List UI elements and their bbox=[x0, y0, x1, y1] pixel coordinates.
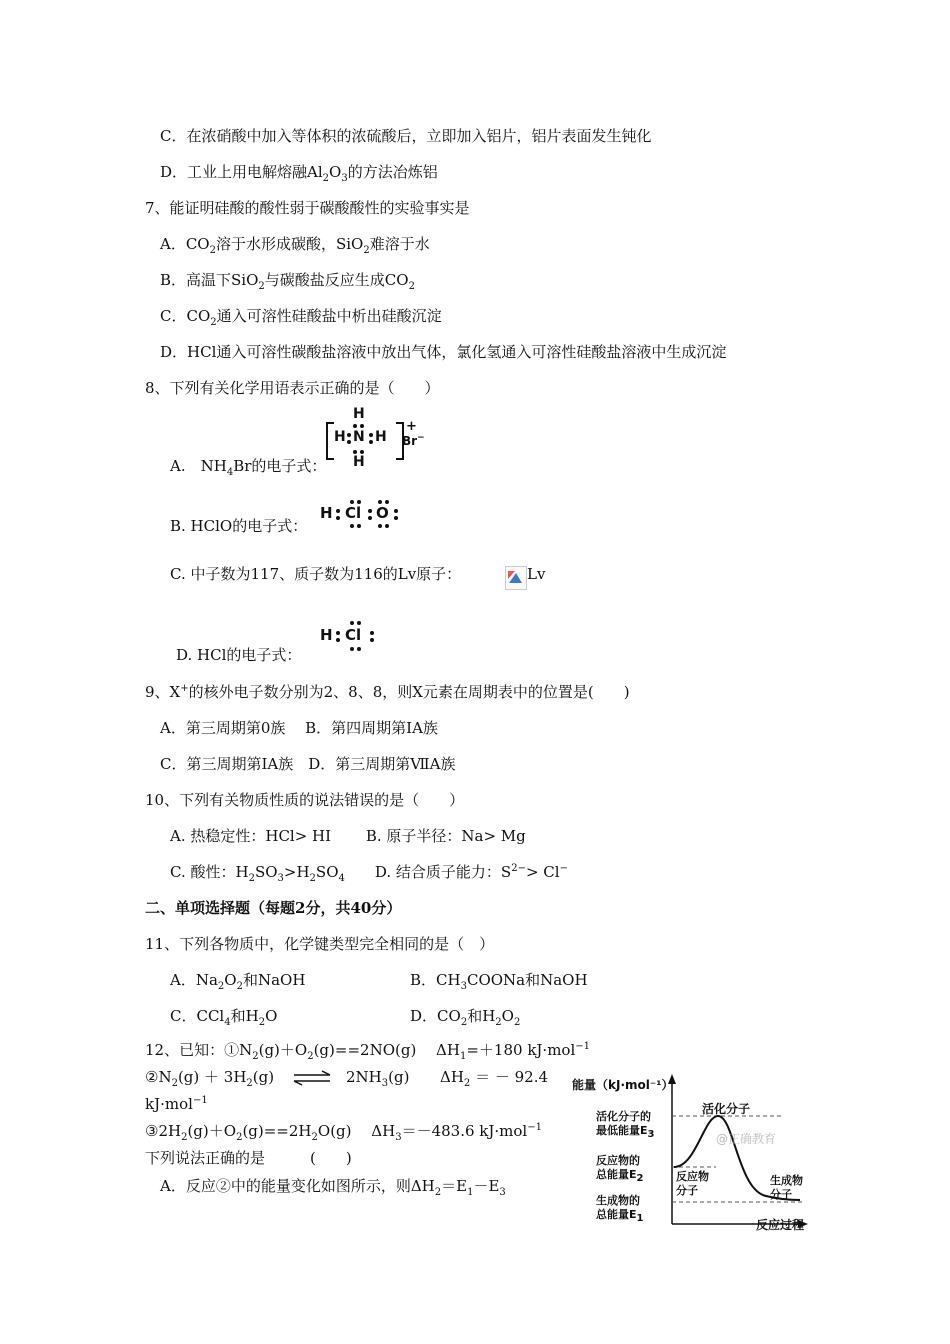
q12-option-a: A．反应②中的能量变化如图所示，则$\Delta H_2=E_1-E_3$ bbox=[160, 1177, 506, 1198]
x-axis-label: 反应过程 bbox=[756, 1218, 805, 1232]
q12-line-3: kJ·mol$^{-1}$ bbox=[145, 1095, 208, 1113]
q12-line-2: $②N_2(g) + 3H_2(g)$ bbox=[145, 1068, 275, 1089]
q6-option-c: C．在浓硝酸中加入等体积的浓硫酸后，立即加入铝片，铝片表面发生钝化 bbox=[160, 127, 652, 145]
q7-option-d: D．HCl通入可溶性碳酸盐溶液中放出气体，氯化氢通入可溶性硅酸盐溶液中生成沉淀 bbox=[160, 343, 727, 361]
q7-option-c: C．$CO_2$通入可溶性硅酸盐中析出硅酸沉淀 bbox=[160, 307, 442, 328]
q10-options-cd: C. 酸性：$H_2SO_3>H_2SO_4$ D. 结合质子能力：$S^{2-}> Cl^-$ bbox=[170, 863, 568, 884]
q11-stem: 11、下列各物质中，化学键类型完全相同的是（ ） bbox=[145, 935, 495, 953]
q10-options-ab: A. 热稳定性：HCl> HI B. 原子半径：Na> Mg bbox=[170, 827, 526, 845]
equilibrium-arrow-icon bbox=[292, 1070, 332, 1086]
q9-stem: 9、X+的核外电子数分别为2、8、8，则X元素在周期表中的位置是( ) bbox=[145, 683, 630, 701]
q9-options-ab: A．第三周期第0族 B．第四周期第ⅠA族 bbox=[160, 719, 438, 737]
reactant-molecule-label-2: 分子 bbox=[676, 1184, 698, 1197]
broken-image-icon bbox=[505, 566, 527, 590]
hclo-electron-dot-formula: H Cl O bbox=[318, 500, 414, 528]
product-molecule-label-1: 生成物 bbox=[770, 1174, 803, 1187]
watermark: @正确教育 bbox=[716, 1132, 777, 1146]
q11-option-b: B．$CH_3COONa$和NaOH bbox=[410, 971, 588, 992]
q12-line-4: $③2H_2(g)+O_2(g)==2H_2O(g)$ $\Delta H_3=-483.6$ kJ·mol$^{-1}$ bbox=[145, 1122, 542, 1143]
q10-stem: 10、下列有关物质性质的说法错误的是（ ） bbox=[145, 791, 465, 809]
q7-stem: 7、能证明硅酸的酸性弱于碳酸酸性的实验事实是 bbox=[145, 199, 470, 217]
hcl-electron-dot-formula: H Cl bbox=[318, 620, 388, 652]
q12-line-5: 下列说法正确的是 ( ) bbox=[145, 1149, 352, 1167]
energy-diagram bbox=[566, 1072, 816, 1234]
act-min-label-2: 最低能量$E_3$ bbox=[596, 1124, 655, 1141]
q8-option-a: A. $NH_4Br$的电子式： bbox=[170, 457, 327, 478]
q12-line-1: 12、已知：$①N_2(g)+O_2(g)==2NO(g)$ $\Delta H_1=+180$ kJ·mol$^{-1}$ bbox=[145, 1041, 590, 1062]
product-molecule-label-2: 分子 bbox=[770, 1188, 792, 1201]
reactant-total-label-2: 总能量$E_2$ bbox=[596, 1168, 644, 1185]
y-axis-label: 能量（kJ·mol⁻¹） bbox=[572, 1078, 674, 1092]
act-min-label-1: 活化分子的 bbox=[596, 1110, 651, 1123]
reactant-molecule-label-1: 反应物 bbox=[676, 1170, 709, 1183]
q11-option-c: C．CCl$_4$和$H_2O$ bbox=[170, 1007, 278, 1028]
product-total-label-1: 生成物的 bbox=[596, 1194, 640, 1207]
q11-option-d: D．$CO_2$和$H_2O_2$ bbox=[410, 1007, 521, 1028]
product-total-label-2: 总能量$E_1$ bbox=[596, 1208, 644, 1225]
q7-option-b: B．高温下SiO$_2$与碳酸盐反应生成$CO_2$ bbox=[160, 271, 415, 292]
lv-symbol: Lv bbox=[527, 565, 546, 583]
q12-line-2-product: $2NH_3(g)$ bbox=[346, 1068, 410, 1089]
section-2-heading: 二、单项选择题（每题2分，共40分） bbox=[145, 899, 402, 917]
activated-molecule-label: 活化分子 bbox=[702, 1102, 751, 1116]
q7-option-a: A．$CO_2$溶于水形成碳酸，SiO$_2$难溶于水 bbox=[160, 235, 430, 256]
q6-option-d: D．工业上用电解熔融$Al_2O_3$的方法冶炼铝 bbox=[160, 163, 438, 184]
q8-option-d: D. HCl的电子式： bbox=[176, 646, 302, 664]
q11-option-a: A．$Na_2O_2$和NaOH bbox=[170, 971, 306, 992]
reactant-total-label-1: 反应物的 bbox=[596, 1154, 640, 1167]
q12-line-2-enthalpy: $\Delta H_2$ ＝ － 92.4 bbox=[440, 1068, 548, 1089]
q8-stem: 8、下列有关化学用语表示正确的是（ ） bbox=[145, 379, 440, 397]
q9-options-cd: C．第三周期第ⅠA族 D．第三周期第ⅦA族 bbox=[160, 755, 456, 773]
q8-option-c: C. 中子数为117、质子数为116的Lv原子： bbox=[170, 565, 462, 583]
q8-option-b: B. HClO的电子式： bbox=[170, 517, 308, 535]
nh4br-electron-dot-formula: H H N H H + Br− bbox=[322, 406, 432, 472]
